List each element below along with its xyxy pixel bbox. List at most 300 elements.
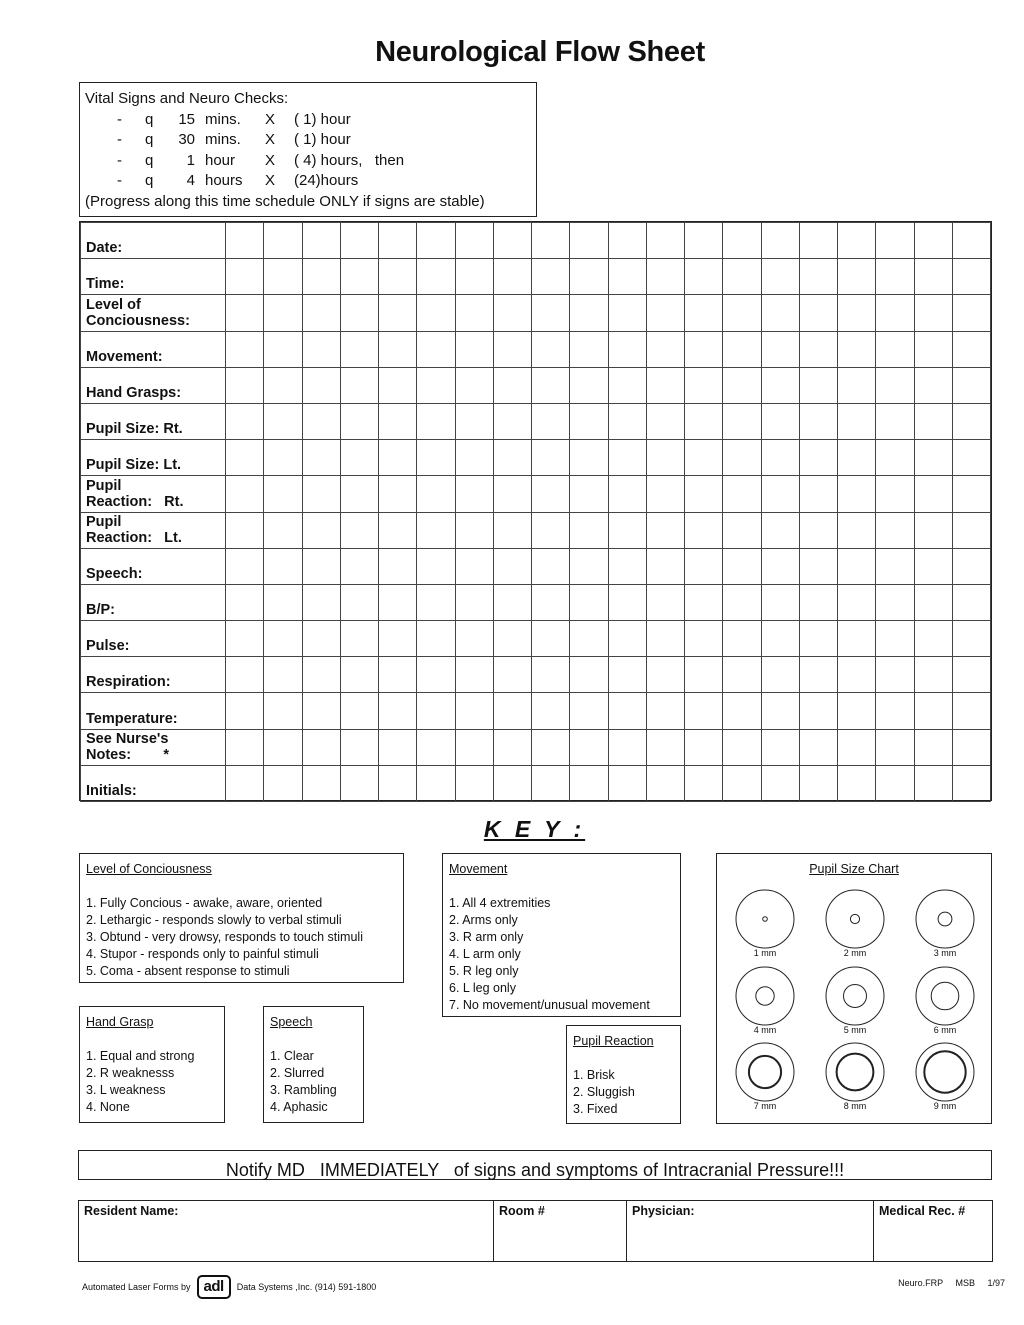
grid-entry-cell[interactable] xyxy=(876,621,914,657)
grid-entry-cell[interactable] xyxy=(302,331,340,367)
grid-entry-cell[interactable] xyxy=(952,512,990,548)
grid-entry-cell[interactable] xyxy=(761,729,799,765)
grid-entry-cell[interactable] xyxy=(379,621,417,657)
grid-entry-cell[interactable] xyxy=(723,693,761,729)
grid-entry-cell[interactable] xyxy=(761,440,799,476)
grid-entry-cell[interactable] xyxy=(761,512,799,548)
grid-entry-cell[interactable] xyxy=(799,440,837,476)
grid-entry-cell[interactable] xyxy=(379,657,417,693)
grid-entry-cell[interactable] xyxy=(876,476,914,512)
grid-entry-cell[interactable] xyxy=(876,223,914,259)
grid-entry-cell[interactable] xyxy=(417,621,455,657)
grid-entry-cell[interactable] xyxy=(455,440,493,476)
grid-entry-cell[interactable] xyxy=(226,548,264,584)
grid-entry-cell[interactable] xyxy=(799,476,837,512)
grid-entry-cell[interactable] xyxy=(264,367,302,403)
grid-entry-cell[interactable] xyxy=(493,440,531,476)
grid-entry-cell[interactable] xyxy=(264,476,302,512)
grid-entry-cell[interactable] xyxy=(761,584,799,620)
grid-entry-cell[interactable] xyxy=(455,548,493,584)
grid-entry-cell[interactable] xyxy=(226,259,264,295)
grid-entry-cell[interactable] xyxy=(226,621,264,657)
grid-entry-cell[interactable] xyxy=(379,548,417,584)
grid-entry-cell[interactable] xyxy=(608,259,646,295)
grid-entry-cell[interactable] xyxy=(417,729,455,765)
grid-entry-cell[interactable] xyxy=(685,476,723,512)
grid-entry-cell[interactable] xyxy=(493,259,531,295)
grid-entry-cell[interactable] xyxy=(723,403,761,439)
grid-entry-cell[interactable] xyxy=(302,440,340,476)
grid-entry-cell[interactable] xyxy=(455,729,493,765)
grid-entry-cell[interactable] xyxy=(876,295,914,331)
grid-entry-cell[interactable] xyxy=(570,331,608,367)
grid-entry-cell[interactable] xyxy=(493,331,531,367)
grid-entry-cell[interactable] xyxy=(723,584,761,620)
grid-entry-cell[interactable] xyxy=(799,331,837,367)
grid-entry-cell[interactable] xyxy=(799,693,837,729)
grid-entry-cell[interactable] xyxy=(914,512,952,548)
grid-entry-cell[interactable] xyxy=(723,440,761,476)
grid-entry-cell[interactable] xyxy=(646,223,684,259)
grid-entry-cell[interactable] xyxy=(302,621,340,657)
grid-entry-cell[interactable] xyxy=(838,403,876,439)
grid-entry-cell[interactable] xyxy=(685,367,723,403)
grid-entry-cell[interactable] xyxy=(340,765,378,801)
grid-entry-cell[interactable] xyxy=(455,512,493,548)
grid-entry-cell[interactable] xyxy=(302,693,340,729)
grid-entry-cell[interactable] xyxy=(340,331,378,367)
grid-entry-cell[interactable] xyxy=(379,729,417,765)
grid-entry-cell[interactable] xyxy=(761,259,799,295)
grid-entry-cell[interactable] xyxy=(570,584,608,620)
grid-entry-cell[interactable] xyxy=(264,729,302,765)
grid-entry-cell[interactable] xyxy=(838,331,876,367)
grid-entry-cell[interactable] xyxy=(914,657,952,693)
grid-entry-cell[interactable] xyxy=(723,331,761,367)
grid-entry-cell[interactable] xyxy=(340,367,378,403)
grid-entry-cell[interactable] xyxy=(532,693,570,729)
grid-entry-cell[interactable] xyxy=(379,259,417,295)
grid-entry-cell[interactable] xyxy=(876,693,914,729)
grid-entry-cell[interactable] xyxy=(379,331,417,367)
grid-entry-cell[interactable] xyxy=(455,765,493,801)
grid-entry-cell[interactable] xyxy=(302,403,340,439)
grid-entry-cell[interactable] xyxy=(608,621,646,657)
grid-entry-cell[interactable] xyxy=(417,693,455,729)
resident-name-field[interactable] xyxy=(79,1201,494,1261)
grid-entry-cell[interactable] xyxy=(264,259,302,295)
grid-entry-cell[interactable] xyxy=(723,657,761,693)
grid-entry-cell[interactable] xyxy=(417,512,455,548)
grid-entry-cell[interactable] xyxy=(226,367,264,403)
grid-entry-cell[interactable] xyxy=(302,512,340,548)
grid-entry-cell[interactable] xyxy=(379,476,417,512)
grid-entry-cell[interactable] xyxy=(340,440,378,476)
grid-entry-cell[interactable] xyxy=(417,440,455,476)
grid-entry-cell[interactable] xyxy=(761,548,799,584)
grid-entry-cell[interactable] xyxy=(685,259,723,295)
grid-entry-cell[interactable] xyxy=(723,295,761,331)
grid-entry-cell[interactable] xyxy=(532,621,570,657)
grid-entry-cell[interactable] xyxy=(914,367,952,403)
grid-entry-cell[interactable] xyxy=(761,403,799,439)
grid-entry-cell[interactable] xyxy=(838,693,876,729)
grid-entry-cell[interactable] xyxy=(914,584,952,620)
grid-entry-cell[interactable] xyxy=(570,693,608,729)
grid-entry-cell[interactable] xyxy=(570,621,608,657)
grid-entry-cell[interactable] xyxy=(646,259,684,295)
grid-entry-cell[interactable] xyxy=(608,223,646,259)
grid-entry-cell[interactable] xyxy=(302,295,340,331)
grid-entry-cell[interactable] xyxy=(685,584,723,620)
grid-entry-cell[interactable] xyxy=(340,729,378,765)
grid-entry-cell[interactable] xyxy=(264,512,302,548)
grid-entry-cell[interactable] xyxy=(493,765,531,801)
grid-entry-cell[interactable] xyxy=(417,548,455,584)
grid-entry-cell[interactable] xyxy=(799,765,837,801)
grid-entry-cell[interactable] xyxy=(264,765,302,801)
grid-entry-cell[interactable] xyxy=(570,657,608,693)
grid-entry-cell[interactable] xyxy=(838,440,876,476)
grid-entry-cell[interactable] xyxy=(455,584,493,620)
grid-entry-cell[interactable] xyxy=(799,259,837,295)
grid-entry-cell[interactable] xyxy=(264,584,302,620)
grid-entry-cell[interactable] xyxy=(264,621,302,657)
grid-entry-cell[interactable] xyxy=(761,223,799,259)
grid-entry-cell[interactable] xyxy=(608,693,646,729)
grid-entry-cell[interactable] xyxy=(417,295,455,331)
grid-entry-cell[interactable] xyxy=(761,295,799,331)
grid-entry-cell[interactable] xyxy=(379,295,417,331)
grid-entry-cell[interactable] xyxy=(838,765,876,801)
grid-entry-cell[interactable] xyxy=(532,476,570,512)
grid-entry-cell[interactable] xyxy=(685,512,723,548)
grid-entry-cell[interactable] xyxy=(685,729,723,765)
grid-entry-cell[interactable] xyxy=(379,223,417,259)
grid-entry-cell[interactable] xyxy=(226,440,264,476)
grid-entry-cell[interactable] xyxy=(570,729,608,765)
grid-entry-cell[interactable] xyxy=(493,548,531,584)
grid-entry-cell[interactable] xyxy=(493,476,531,512)
grid-entry-cell[interactable] xyxy=(532,331,570,367)
grid-entry-cell[interactable] xyxy=(226,403,264,439)
grid-entry-cell[interactable] xyxy=(608,476,646,512)
grid-entry-cell[interactable] xyxy=(417,765,455,801)
grid-entry-cell[interactable] xyxy=(761,476,799,512)
grid-entry-cell[interactable] xyxy=(608,729,646,765)
grid-entry-cell[interactable] xyxy=(723,476,761,512)
grid-entry-cell[interactable] xyxy=(952,295,990,331)
grid-entry-cell[interactable] xyxy=(646,512,684,548)
grid-entry-cell[interactable] xyxy=(646,331,684,367)
grid-entry-cell[interactable] xyxy=(876,548,914,584)
grid-entry-cell[interactable] xyxy=(914,331,952,367)
grid-entry-cell[interactable] xyxy=(532,223,570,259)
grid-entry-cell[interactable] xyxy=(876,259,914,295)
grid-entry-cell[interactable] xyxy=(455,621,493,657)
grid-entry-cell[interactable] xyxy=(838,223,876,259)
grid-entry-cell[interactable] xyxy=(570,512,608,548)
grid-entry-cell[interactable] xyxy=(952,367,990,403)
grid-entry-cell[interactable] xyxy=(570,765,608,801)
grid-entry-cell[interactable] xyxy=(455,223,493,259)
grid-entry-cell[interactable] xyxy=(799,295,837,331)
grid-entry-cell[interactable] xyxy=(646,584,684,620)
grid-entry-cell[interactable] xyxy=(417,223,455,259)
grid-entry-cell[interactable] xyxy=(723,621,761,657)
grid-entry-cell[interactable] xyxy=(226,295,264,331)
grid-entry-cell[interactable] xyxy=(799,729,837,765)
grid-entry-cell[interactable] xyxy=(532,765,570,801)
grid-entry-cell[interactable] xyxy=(646,367,684,403)
grid-entry-cell[interactable] xyxy=(914,621,952,657)
grid-entry-cell[interactable] xyxy=(646,548,684,584)
grid-entry-cell[interactable] xyxy=(379,584,417,620)
grid-entry-cell[interactable] xyxy=(799,512,837,548)
grid-entry-cell[interactable] xyxy=(723,548,761,584)
grid-entry-cell[interactable] xyxy=(264,331,302,367)
grid-entry-cell[interactable] xyxy=(455,259,493,295)
grid-entry-cell[interactable] xyxy=(532,295,570,331)
grid-entry-cell[interactable] xyxy=(608,765,646,801)
grid-entry-cell[interactable] xyxy=(455,657,493,693)
grid-entry-cell[interactable] xyxy=(532,584,570,620)
grid-entry-cell[interactable] xyxy=(532,403,570,439)
grid-entry-cell[interactable] xyxy=(493,729,531,765)
grid-entry-cell[interactable] xyxy=(685,765,723,801)
grid-entry-cell[interactable] xyxy=(608,657,646,693)
grid-entry-cell[interactable] xyxy=(302,657,340,693)
grid-entry-cell[interactable] xyxy=(608,512,646,548)
grid-entry-cell[interactable] xyxy=(264,403,302,439)
grid-entry-cell[interactable] xyxy=(417,584,455,620)
grid-entry-cell[interactable] xyxy=(952,621,990,657)
grid-entry-cell[interactable] xyxy=(226,657,264,693)
grid-entry-cell[interactable] xyxy=(761,367,799,403)
grid-entry-cell[interactable] xyxy=(685,331,723,367)
grid-entry-cell[interactable] xyxy=(340,295,378,331)
grid-entry-cell[interactable] xyxy=(340,693,378,729)
grid-entry-cell[interactable] xyxy=(417,476,455,512)
grid-entry-cell[interactable] xyxy=(417,331,455,367)
grid-entry-cell[interactable] xyxy=(608,403,646,439)
grid-entry-cell[interactable] xyxy=(685,693,723,729)
grid-entry-cell[interactable] xyxy=(608,331,646,367)
grid-entry-cell[interactable] xyxy=(608,295,646,331)
grid-entry-cell[interactable] xyxy=(608,440,646,476)
grid-entry-cell[interactable] xyxy=(952,476,990,512)
grid-entry-cell[interactable] xyxy=(761,693,799,729)
grid-entry-cell[interactable] xyxy=(340,621,378,657)
grid-entry-cell[interactable] xyxy=(493,693,531,729)
grid-entry-cell[interactable] xyxy=(532,657,570,693)
grid-entry-cell[interactable] xyxy=(264,223,302,259)
grid-entry-cell[interactable] xyxy=(302,548,340,584)
grid-entry-cell[interactable] xyxy=(838,548,876,584)
grid-entry-cell[interactable] xyxy=(302,367,340,403)
grid-entry-cell[interactable] xyxy=(685,223,723,259)
grid-entry-cell[interactable] xyxy=(914,548,952,584)
grid-entry-cell[interactable] xyxy=(838,367,876,403)
grid-entry-cell[interactable] xyxy=(379,765,417,801)
grid-entry-cell[interactable] xyxy=(226,765,264,801)
grid-entry-cell[interactable] xyxy=(608,548,646,584)
grid-entry-cell[interactable] xyxy=(264,657,302,693)
grid-entry-cell[interactable] xyxy=(876,403,914,439)
grid-entry-cell[interactable] xyxy=(226,331,264,367)
grid-entry-cell[interactable] xyxy=(379,440,417,476)
grid-entry-cell[interactable] xyxy=(799,657,837,693)
grid-entry-cell[interactable] xyxy=(455,476,493,512)
grid-entry-cell[interactable] xyxy=(952,223,990,259)
grid-entry-cell[interactable] xyxy=(570,440,608,476)
grid-entry-cell[interactable] xyxy=(646,403,684,439)
grid-entry-cell[interactable] xyxy=(455,331,493,367)
grid-entry-cell[interactable] xyxy=(532,548,570,584)
grid-entry-cell[interactable] xyxy=(570,259,608,295)
grid-entry-cell[interactable] xyxy=(838,729,876,765)
grid-entry-cell[interactable] xyxy=(532,512,570,548)
grid-entry-cell[interactable] xyxy=(493,223,531,259)
grid-entry-cell[interactable] xyxy=(226,729,264,765)
grid-entry-cell[interactable] xyxy=(532,367,570,403)
grid-entry-cell[interactable] xyxy=(914,403,952,439)
grid-entry-cell[interactable] xyxy=(685,295,723,331)
grid-entry-cell[interactable] xyxy=(340,657,378,693)
grid-entry-cell[interactable] xyxy=(417,367,455,403)
grid-entry-cell[interactable] xyxy=(455,295,493,331)
grid-entry-cell[interactable] xyxy=(493,403,531,439)
grid-entry-cell[interactable] xyxy=(417,259,455,295)
grid-entry-cell[interactable] xyxy=(264,440,302,476)
grid-entry-cell[interactable] xyxy=(570,476,608,512)
grid-entry-cell[interactable] xyxy=(417,657,455,693)
grid-entry-cell[interactable] xyxy=(264,693,302,729)
grid-entry-cell[interactable] xyxy=(952,657,990,693)
grid-entry-cell[interactable] xyxy=(723,512,761,548)
grid-entry-cell[interactable] xyxy=(646,295,684,331)
grid-entry-cell[interactable] xyxy=(646,693,684,729)
grid-entry-cell[interactable] xyxy=(646,729,684,765)
grid-entry-cell[interactable] xyxy=(952,729,990,765)
grid-entry-cell[interactable] xyxy=(799,548,837,584)
grid-entry-cell[interactable] xyxy=(570,548,608,584)
grid-entry-cell[interactable] xyxy=(379,693,417,729)
grid-entry-cell[interactable] xyxy=(379,367,417,403)
grid-entry-cell[interactable] xyxy=(723,223,761,259)
grid-entry-cell[interactable] xyxy=(264,548,302,584)
grid-entry-cell[interactable] xyxy=(838,512,876,548)
grid-entry-cell[interactable] xyxy=(838,657,876,693)
grid-entry-cell[interactable] xyxy=(761,621,799,657)
grid-entry-cell[interactable] xyxy=(838,621,876,657)
grid-entry-cell[interactable] xyxy=(799,223,837,259)
grid-entry-cell[interactable] xyxy=(455,367,493,403)
grid-entry-cell[interactable] xyxy=(685,657,723,693)
grid-entry-cell[interactable] xyxy=(685,548,723,584)
grid-entry-cell[interactable] xyxy=(340,223,378,259)
grid-entry-cell[interactable] xyxy=(302,476,340,512)
grid-entry-cell[interactable] xyxy=(302,259,340,295)
grid-entry-cell[interactable] xyxy=(570,367,608,403)
grid-entry-cell[interactable] xyxy=(532,729,570,765)
medical-rec-field[interactable] xyxy=(874,1201,992,1261)
grid-entry-cell[interactable] xyxy=(876,765,914,801)
grid-entry-cell[interactable] xyxy=(723,367,761,403)
grid-entry-cell[interactable] xyxy=(417,403,455,439)
grid-entry-cell[interactable] xyxy=(914,729,952,765)
grid-entry-cell[interactable] xyxy=(608,367,646,403)
grid-entry-cell[interactable] xyxy=(302,223,340,259)
grid-entry-cell[interactable] xyxy=(685,403,723,439)
grid-entry-cell[interactable] xyxy=(646,657,684,693)
grid-entry-cell[interactable] xyxy=(493,367,531,403)
grid-entry-cell[interactable] xyxy=(532,259,570,295)
grid-entry-cell[interactable] xyxy=(914,440,952,476)
grid-entry-cell[interactable] xyxy=(302,765,340,801)
grid-entry-cell[interactable] xyxy=(264,295,302,331)
grid-entry-cell[interactable] xyxy=(761,765,799,801)
grid-entry-cell[interactable] xyxy=(838,476,876,512)
grid-entry-cell[interactable] xyxy=(226,223,264,259)
grid-entry-cell[interactable] xyxy=(952,548,990,584)
grid-entry-cell[interactable] xyxy=(838,584,876,620)
grid-entry-cell[interactable] xyxy=(302,584,340,620)
grid-entry-cell[interactable] xyxy=(646,476,684,512)
grid-entry-cell[interactable] xyxy=(646,621,684,657)
grid-entry-cell[interactable] xyxy=(952,331,990,367)
grid-entry-cell[interactable] xyxy=(379,403,417,439)
grid-entry-cell[interactable] xyxy=(493,295,531,331)
grid-entry-cell[interactable] xyxy=(493,657,531,693)
grid-entry-cell[interactable] xyxy=(876,584,914,620)
grid-entry-cell[interactable] xyxy=(723,729,761,765)
grid-entry-cell[interactable] xyxy=(226,476,264,512)
grid-entry-cell[interactable] xyxy=(952,440,990,476)
grid-entry-cell[interactable] xyxy=(914,295,952,331)
grid-entry-cell[interactable] xyxy=(723,765,761,801)
grid-entry-cell[interactable] xyxy=(876,729,914,765)
grid-entry-cell[interactable] xyxy=(914,693,952,729)
grid-entry-cell[interactable] xyxy=(646,765,684,801)
grid-entry-cell[interactable] xyxy=(302,729,340,765)
grid-entry-cell[interactable] xyxy=(570,223,608,259)
grid-entry-cell[interactable] xyxy=(340,476,378,512)
grid-entry-cell[interactable] xyxy=(532,440,570,476)
grid-entry-cell[interactable] xyxy=(226,584,264,620)
grid-entry-cell[interactable] xyxy=(952,584,990,620)
grid-entry-cell[interactable] xyxy=(876,512,914,548)
grid-entry-cell[interactable] xyxy=(455,403,493,439)
room-field[interactable] xyxy=(494,1201,627,1261)
grid-entry-cell[interactable] xyxy=(799,584,837,620)
grid-entry-cell[interactable] xyxy=(914,476,952,512)
grid-entry-cell[interactable] xyxy=(876,657,914,693)
grid-entry-cell[interactable] xyxy=(340,512,378,548)
grid-entry-cell[interactable] xyxy=(914,259,952,295)
grid-entry-cell[interactable] xyxy=(570,403,608,439)
grid-entry-cell[interactable] xyxy=(914,765,952,801)
grid-entry-cell[interactable] xyxy=(799,367,837,403)
grid-entry-cell[interactable] xyxy=(455,693,493,729)
grid-entry-cell[interactable] xyxy=(952,259,990,295)
grid-entry-cell[interactable] xyxy=(340,548,378,584)
grid-entry-cell[interactable] xyxy=(493,584,531,620)
grid-entry-cell[interactable] xyxy=(838,259,876,295)
grid-entry-cell[interactable] xyxy=(570,295,608,331)
grid-entry-cell[interactable] xyxy=(723,259,761,295)
grid-entry-cell[interactable] xyxy=(685,440,723,476)
